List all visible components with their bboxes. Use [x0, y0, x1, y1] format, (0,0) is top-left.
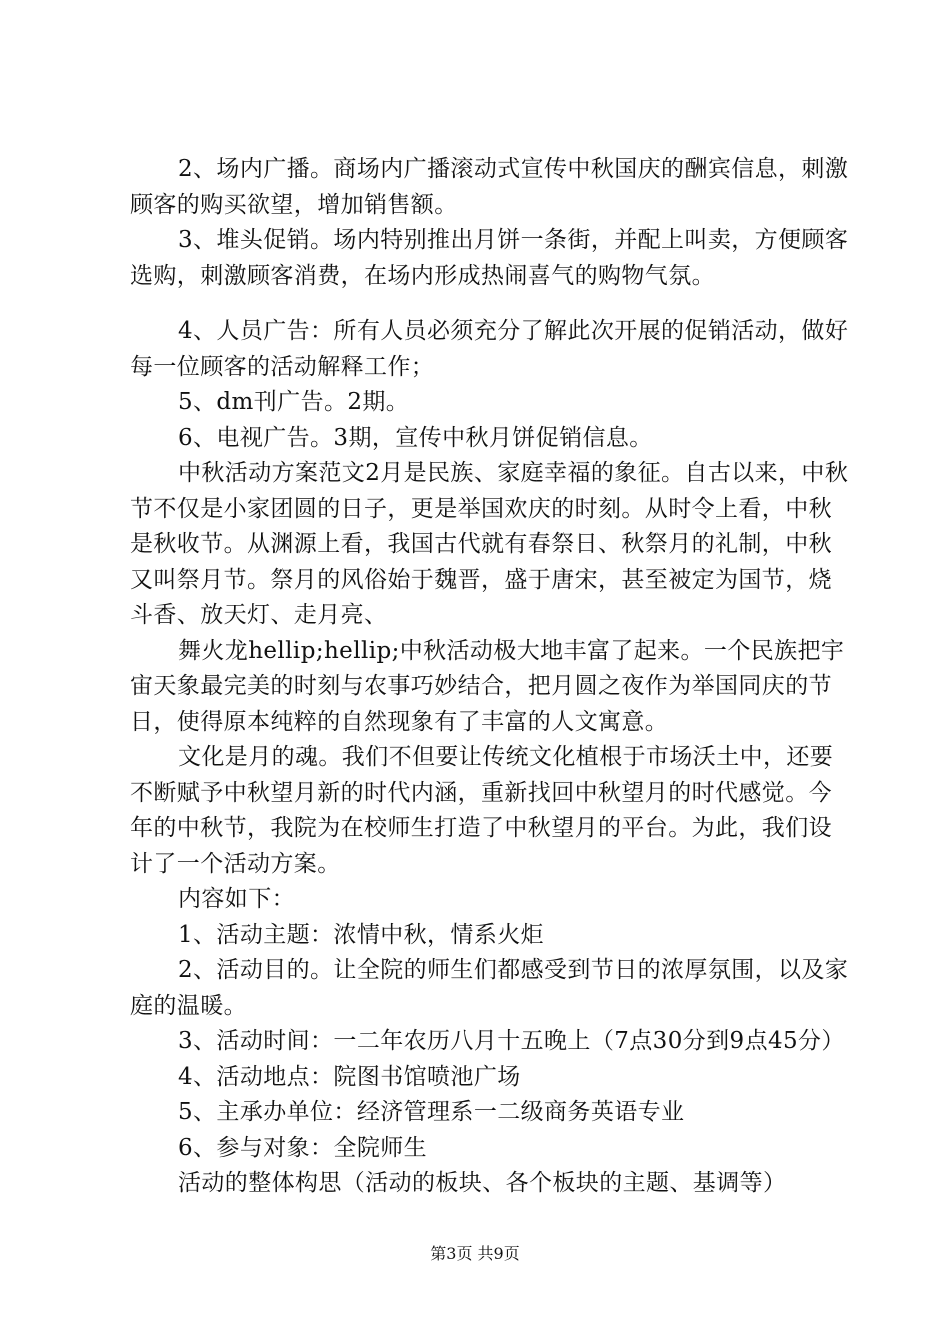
paragraph-activity-location: 4、活动地点：院图书馆喷池广场 — [178, 1063, 521, 1090]
paragraph-activity-theme: 1、活动主题：浓情中秋，情系火炬 — [178, 921, 545, 948]
paragraph-participants: 6、参与对象：全院师生 — [178, 1134, 428, 1161]
paragraph-broadcast: 2、场内广播。商场内广播滚动式宣传中秋国庆的酬宾信息，刺激顾客的购买欲望，增加销售额。 — [130, 156, 849, 218]
paragraph-tv-advertising: 6、电视广告。3期，宣传中秋月饼促销信息。 — [178, 424, 653, 451]
paragraph-organizer: 5、主承办单位：经济管理系一二级商务英语专业 — [178, 1099, 685, 1125]
paragraph-mid-autumn-intro: 中秋活动方案范文2月是民族、家庭幸福的象征。自古以来，中秋节不仅是小家团圆的日子，更是举国欢庆的时刻。从时令上看，中秋是秋收节。从渊源上看，我国古代就有春祭日、秋祭月的礼制，中秋又叫祭月节。祭月的风俗始于魏晋，盛于唐宋，甚至被定为国节，烧斗香、放天灯、走月亮、 — [130, 460, 849, 628]
paragraph-overall-concept: 活动的整体构思（活动的板块、各个板块的主题、基调等） — [178, 1170, 787, 1196]
paragraph-culture: 文化是月的魂。我们不但要让传统文化植根于市场沃土中，还要不断赋予中秋望月新的时代内涵，重新找回中秋望月的时代感觉。今年的中秋节，我院为在校师生打造了中秋望月的平台。为此，我们设计了一个活动方案。 — [130, 744, 834, 877]
document-body — [130, 152, 850, 1202]
page-number: 第3页 共9页 — [430, 1244, 520, 1263]
paragraph-staff-advertising: 4、人员广告：所有人员必须充分了解此次开展的促销活动，做好每一位顾客的活动解释工作； — [130, 318, 849, 380]
paragraph-activity-purpose: 2、活动目的。让全院的师生们都感受到节日的浓厚氛围，以及家庭的温暖。 — [130, 957, 849, 1019]
paragraph-dm-advertising: 5、dm刊广告。2期。 — [178, 389, 410, 415]
page-footer — [0, 1244, 950, 1264]
paragraph-endcap-promotion: 3、堆头促销。场内特别推出月饼一条街，并配上叫卖，方便顾客选购，刺激顾客消费，在场内形成热闹喜气的购物气氛。 — [130, 227, 849, 289]
paragraph-content-heading: 内容如下： — [178, 886, 295, 912]
paragraph-fire-dragon: 舞火龙hellip;hellip;中秋活动极大地丰富了起来。一个民族把宇宙天象最完美的时刻与农事巧妙结合，把月圆之夜作为举国同庆的节日，使得原本纯粹的自然现象有了丰富的人文寓意。 — [130, 637, 845, 735]
paragraph-activity-time: 3、活动时间：一二年农历八月十五晚上（7点30分到9点45分） — [178, 1028, 845, 1054]
